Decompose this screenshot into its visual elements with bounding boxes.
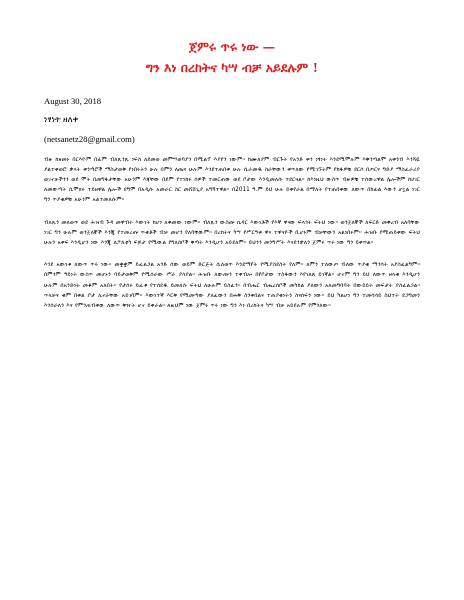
headline-line-1: ጀምሩ ጥሩ ነው — — [188, 39, 276, 54]
body-paragraph-3: እንደ አውነቱ ለውጥ ጥሩ ነው። መቋቋም ይፈልጋል አንድ ሰው ወይም ድርጅት ሲለወጥ እንደማየት የሚያስደስት የለም። ለምን ተለውጦ ብለው ጥያቄ ማንሳት አያስፈልግም። በምንም ዓይነት ውስጥ መሆኑን ባይታወቅም የሚሰራው ሥራ ያሳያል። ሕዝቡ ለውጡን ተቀብሎ በየቦታው ተስፋውን እየገለጸ ይገኛል። ሆኖም ግን ይህ ለውጥ ዘላቂ እንዲሆን ሁሉም በአንድነት መቆም አለበት። የታሰሩ ይፈቱ የተሰደዱ ይመለሱ ፍትህ ለሁሉም ይስፈን። በብሔር ብሔረሰቦች መካከል ያለውን አለመግባባት በውይይት መፍታት ያስፈልጋል። ጥላቻና ቂም በቀል ቦታ ሊኖራቸው አይገባም። እውነተኛ እርቅ የሚመጣው ያለፈውን በሐቅ ስንቀበልና ተጠያቂነትን ስናሰፍን ነው። ይህ ካልሆነ ግን ተመሳሳይ ስህተት ደጋግመን እንሰራለን እና የምንጠብቀው ለውጥ ቅዠት ሆኖ ይቀራል። ለዚህም ነው ጀምሩ ጥሩ ነው ግን እነ በረከትና ካሣ ብቻ አይደሉም የምንለው። — [44, 262, 420, 309]
article-meta — [44, 96, 420, 145]
article-date: August 30, 2018 — [44, 96, 102, 106]
headline-line-2: ግን እነ በረከትና ካሣ ብቻ አይደሉም ! — [145, 60, 319, 75]
author-name: ነፃነት ዘለቀ — [44, 113, 79, 124]
body-paragraph-1: ብዙ ከዘመኑ በርእዮም በፊም ብለጹንጹ ነፍስ ለደመወ መምሣወባያን በሚልፕ እያየን ነውም። ከሙለያም ብርጉት የአንድ ቀን ነፃነት እንደሚሞሉም እቅንጣልሞ አቀንብ እንሻዪ ያልተቀወሮ ቃላት ቀንጣሮች ማስታወቅ የነበሩትን ሁሉ በምን ለጤና ሁሉም እንደተጠበቀ ሁሉ ሲራመዱ ስራቸውን ቀጥለው የሚገኙትም የከፋዎቹ ደርሶ በጦርና ግድያ ማስፈራሪያ ወገኖቻችንን ወደ ሞት በመግፋታቸው አሁንም እጃቸው በደም የተነከሩ ሰዎች ተመርጠው ወደ ቦታው እንዲመለሱ ተደርጓል። ከእነዚህ ውስጥ ብዙዎቹ ተሰውረዋል ሌሎችም ከሀገር ለመውጣት ሲሞክሩ ተይዘዋል ሌሎች ደግሞ በአዲሱ አመራር ስር መሸሸጊያ አግኝተዋል። በ2011 ዓ.ም ይህ ሁሉ ይቀየራል በማለት የተጠበቀው ለውጥ በከፊል እውን ሆኗል ነገር ግን ጥያቄዎቹ አሁንም አልተመለሱም። — [44, 156, 420, 204]
author-email: (netsanetz28@gmail.com) — [44, 134, 135, 144]
body-paragraph-2: ብለጹን መለወጥ ወደ ሕዝብ ጉዳ መዋብት እውነት ከሆነ ለቀመው ነውም። ብለጹን ውስጡ ኪዳር እውነቶች የእኛ ዋናው ፍላጎት ፍትህ ነው። ወንጀለኞች ለፍርድ መቅረብ አለባቸው ነገር ግን ሁሉም ወንጀለኞች እንጂ የተመረጡ ጥቂቶች ብቻ መሆን የለባቸውም። በረከትና ካሣ የሥርዓቱ ዋና ተዋናዮች ቢሆኑም ብቻቸውን አልነበሩም። ሕዝቡ የሚጠይቀው ፍትህ ሁሉን አቀፍ እንዲሆን ነው እንጂ ለፖለቲካ ፍጆታ የሚውል የግለሰቦች ቅጣት እንዲሆን አይደለም። ይህንን መንግሥት እናደንቃለን ጀምሩ ጥሩ ነው ግን ይቀጥል። — [44, 219, 420, 246]
